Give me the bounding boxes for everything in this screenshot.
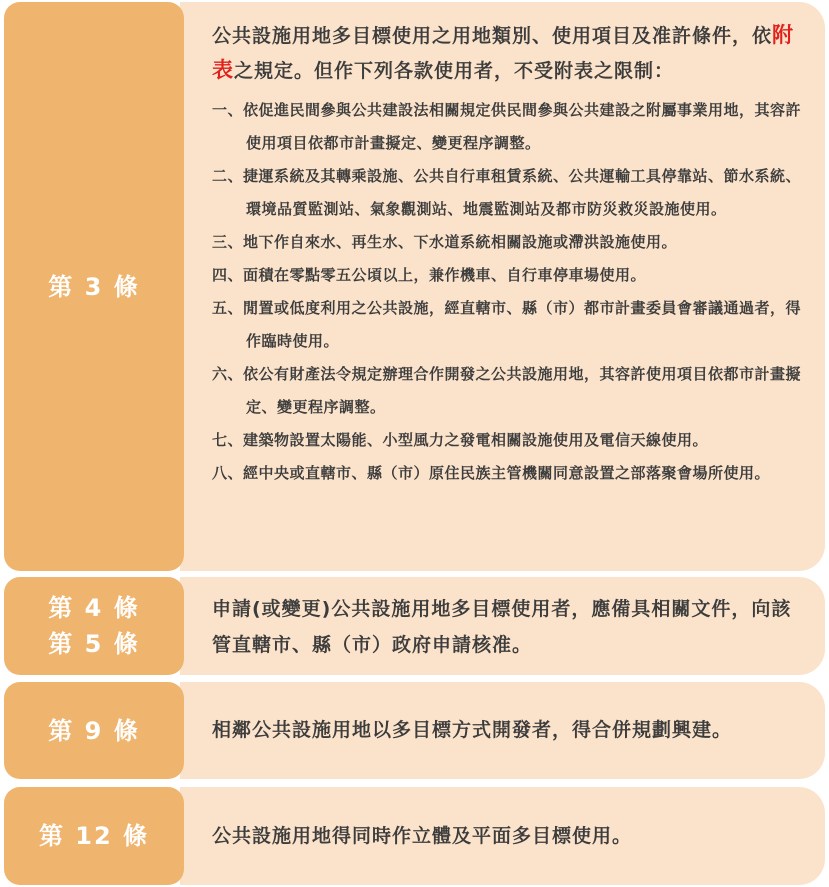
article-9-row — [0, 682, 829, 779]
article-4-label-text: 第 4 條 — [48, 594, 140, 622]
article-4-5-row — [0, 577, 829, 675]
article-3-label-text: 第 3 條 — [48, 272, 140, 301]
article-3-row — [0, 2, 829, 571]
article-12-row — [0, 787, 829, 885]
article-4-5-text: 申請(或變更)公共設施用地多目標使用者，應備具相關文件，向該管直轄市、縣（市）政府申請核准。 — [212, 598, 792, 656]
article-4-5-content — [180, 577, 825, 675]
article-9-label-text: 第 9 條 — [48, 716, 140, 745]
article-12-text: 公共設施用地得同時作立體及平面多目標使用。 — [212, 825, 633, 847]
article-9-text: 相鄰公共設施用地以多目標方式開發者，得合併規劃興建。 — [212, 719, 733, 741]
article-4-5-label — [4, 577, 184, 675]
list-item: 五、閒置或低度利用之公共設施，經直轄市、縣（市）都市計畫委員會審議通過者，得作臨時使用。 — [212, 299, 802, 350]
article-3-label — [4, 2, 184, 571]
list-item: 四、面積在零點零五公頃以上，兼作機車、自行車停車場使用。 — [212, 266, 647, 284]
article-9-content — [180, 682, 825, 779]
article-3-items — [212, 94, 801, 490]
article-5-label-text: 第 5 條 — [48, 630, 140, 658]
article-9-label — [4, 682, 184, 779]
article-3-intro-text-after: 之規定。但作下列各款使用者，不受附表之限制： — [234, 60, 675, 82]
article-12-content — [180, 787, 825, 885]
list-item: 一、依促進民間參與公共建設法相關規定供民間參與公共建設之附屬事業用地，其容許使用項目依都市計畫擬定、變更程序調整。 — [212, 101, 802, 152]
list-item: 三、地下作自來水、再生水、下水道系統相關設施或滯洪設施使用。 — [212, 233, 678, 251]
appendix-link[interactable]: 附表 — [212, 23, 795, 82]
article-3-intro — [212, 18, 801, 88]
article-3-intro-text: 公共設施用地多目標使用之用地類別、使用項目及准許條件，依 — [212, 25, 773, 47]
list-item: 六、依公有財產法令規定辦理合作開發之公共設施用地，其容許使用項目依都市計畫擬定、變更程序調整。 — [212, 365, 802, 416]
article-12-label — [4, 787, 184, 885]
article-12-label-text: 第 12 條 — [38, 822, 150, 850]
list-item: 七、建築物設置太陽能、小型風力之發電相關設施使用及電信天線使用。 — [212, 431, 709, 449]
article-3-content — [180, 2, 825, 571]
list-item: 八、經中央或直轄市、縣（市）原住民族主管機關同意設置之部落聚會場所使用。 — [212, 464, 771, 482]
list-item: 二、捷運系統及其轉乘設施、公共自行車租賃系統、公共運輸工具停靠站、節水系統、環境品質監測站、氣象觀測站、地震監測站及都市防災救災設施使用。 — [212, 167, 802, 218]
